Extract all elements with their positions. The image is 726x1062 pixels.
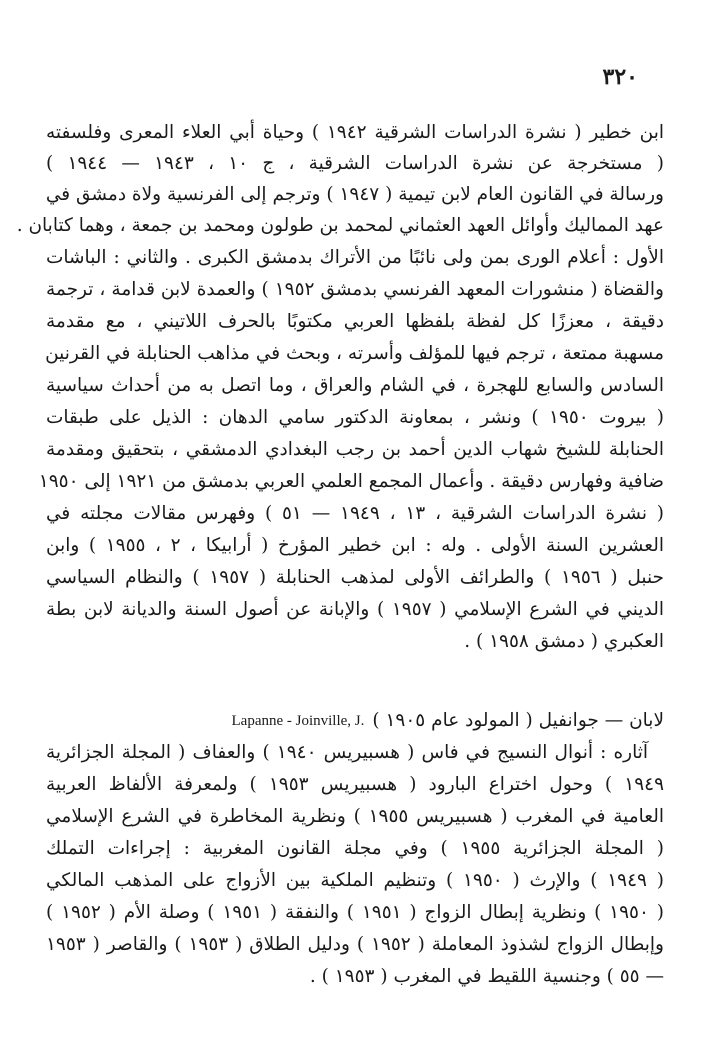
text-line: ورسالة في القانون العام لابن تيمية ( ١٩٤٧ ) وترجم إلى الفرنسية ولاة دمشق في <box>45 184 664 205</box>
text-line: وإبطال الزواج لشذوذ المعاملة ( ١٩٥٢ ) ودليل الطلاق ( ١٩٥٣ ) والقاصر ( ١٩٥٣ <box>46 934 664 955</box>
text-line: ( ١٩٤٩ ) والإرث ( ١٩٥٠ ) وتنظيم الملكية بين الأزواج على المذهب المالكي <box>46 870 664 891</box>
text-line: ضافية وفهارس دقيقة . وأعمال المجمع العلمي العربي بدمشق من ١٩٢١ إلى ١٩٥٠ <box>38 471 664 492</box>
text-line: السادس والسابع للهجرة ، في الشام والعراق ، وما اتصل به من أحداث سياسية <box>46 375 664 396</box>
page-number: ٣٢٠ <box>602 64 638 90</box>
text-line: ١٩٤٩ ) وحول اختراع البارود ( هسبيريس ١٩٥٣ ) ولمعرفة الألفاظ العربية <box>46 774 665 795</box>
text-line: ابن خطير ( نشرة الدراسات الشرقية ١٩٤٢ ) وحياة أبي العلاء المعرى وفلسفته <box>46 122 664 143</box>
text-line: الديني في الشرع الإسلامي ( ١٩٥٧ ) والإبانة عن أصول السنة والديانة لابن بطة <box>46 599 665 620</box>
text-line: ( مستخرجة عن نشرة الدراسات الشرقية ، ج ١٠ ، ١٩٤٣ — ١٩٤٤ ) <box>46 153 665 174</box>
text-line: ( ١٩٥٠ ) ونظرية إبطال الزواج ( ١٩٥١ ) والنفقة ( ١٩٥١ ) وصلة الأم ( ١٩٥٢ ) <box>46 902 664 923</box>
text-line: ( نشرة الدراسات الشرقية ، ١٣ ، ١٩٤٩ — ٥١ ) وفهرس مقالات مجلته في <box>46 503 665 524</box>
text-line: ( المجلة الجزائرية ١٩٥٥ ) وفي مجلة القانون المغربية : إجراءات التملك <box>46 838 664 859</box>
entry-heading-latin: Lapanne - Joinville, J. <box>231 713 365 729</box>
text-line: الحنابلة للشيخ شهاب الدين أحمد بن رجب البغدادي الدمشقي ، بتحقيق ومقدمة <box>46 439 664 460</box>
text-line: الأول : أعلام الورى بمن ولى نائبًا من الأتراك بدمشق الكبرى . والثاني : الباشات <box>46 247 664 268</box>
text-line: حنبل ( ١٩٥٦ ) والطرائف الأولى لمذهب الحنابلة ( ١٩٥٧ ) والنظام السياسي <box>46 567 664 588</box>
entry-heading-arabic: لابان — جوانفيل ( المولود عام ١٩٠٥ ) <box>372 710 664 731</box>
text-line: دقيقة ، معززًا كل لفظة بلفظها العربي مكتوبًا بالحرف اللاتيني ، مع مقدمة <box>46 311 664 332</box>
text-line: مسهبة ممتعة ، ترجم فيها للمؤلف وأسرته ، وبحث في مذاهب الحنابلة في القرنين <box>45 343 664 364</box>
text-line: آثاره : أنوال النسيج في فاس ( هسبيريس ١٩٤٠ ) والعفاف ( المجلة الجزائرية <box>46 742 649 763</box>
text-line: ( بيروت ١٩٥٠ ) ونشر ، بمعاونة الدكتور سامي الدهان : الذيل على طبقات <box>46 407 664 428</box>
text-line: عهد المماليك وأوائل العهد العثماني لمحمد بن طولون ومحمد بن جمعة ، وهما كتابان . <box>16 215 664 236</box>
text-line: العكبري ( دمشق ١٩٥٨ ) . <box>464 631 664 652</box>
text-line: والقضاة ( منشورات المعهد الفرنسي بدمشق ١٩٥٢ ) والعمدة لابن قدامة ، ترجمة <box>46 279 664 300</box>
text-line: العشرين السنة الأولى . وله : ابن خطير المؤرخ ( أرابيكا ، ٢ ، ١٩٥٥ ) وابن <box>46 535 664 556</box>
text-line: — ٥٥ ) وجنسية اللقيط في المغرب ( ١٩٥٣ ) . <box>309 966 664 987</box>
entry-heading <box>46 706 664 736</box>
text-line: العامية في المغرب ( هسبيريس ١٩٥٥ ) ونظرية المخاطرة في الشرع الإسلامي <box>46 806 664 827</box>
